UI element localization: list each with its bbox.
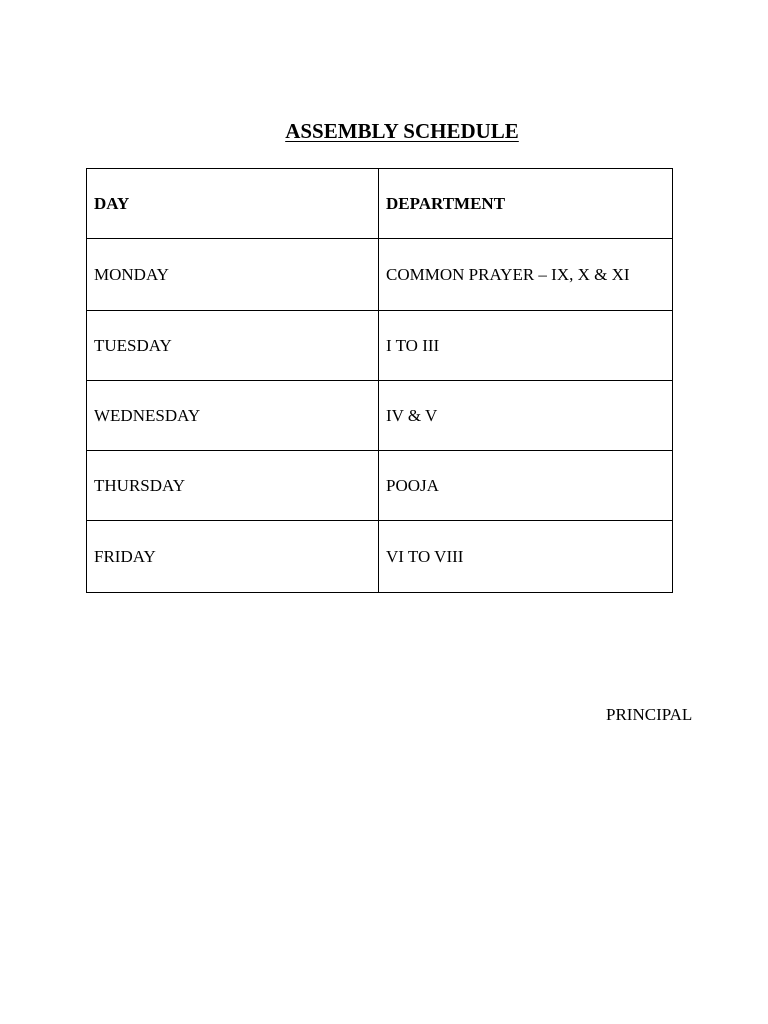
column-header-department: DEPARTMENT — [379, 169, 673, 239]
signature-principal: PRINCIPAL — [606, 705, 693, 724]
table-row — [87, 311, 673, 381]
table-row — [87, 451, 673, 521]
table-header-row — [87, 169, 673, 239]
department-cell: I TO III — [379, 311, 673, 381]
page-title: ASSEMBLY SCHEDULE — [285, 119, 519, 143]
day-cell: FRIDAY — [87, 521, 379, 593]
department-cell: IV & V — [379, 381, 673, 451]
assembly-schedule-table — [86, 168, 673, 593]
day-cell: MONDAY — [87, 239, 379, 311]
department-cell: POOJA — [379, 451, 673, 521]
column-header-day: DAY — [87, 169, 379, 239]
department-cell: COMMON PRAYER – IX, X & XI — [379, 239, 673, 311]
day-cell: WEDNESDAY — [87, 381, 379, 451]
day-cell: TUESDAY — [87, 311, 379, 381]
table-row — [87, 381, 673, 451]
day-cell: THURSDAY — [87, 451, 379, 521]
department-cell: VI TO VIII — [379, 521, 673, 593]
table-row — [87, 239, 673, 311]
table-row — [87, 521, 673, 593]
